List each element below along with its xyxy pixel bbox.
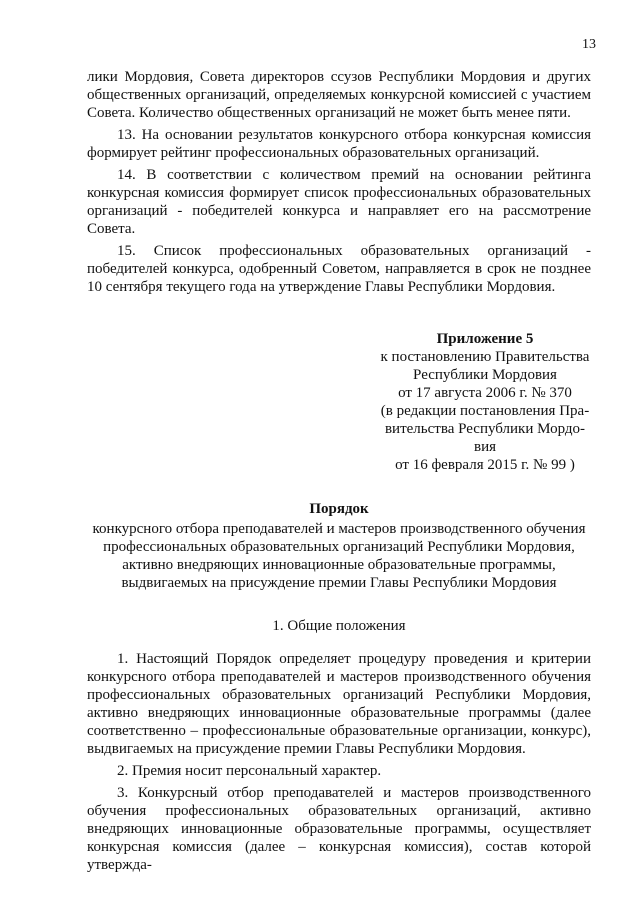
appendix-block — [370, 330, 600, 474]
page-number: 13 — [582, 37, 596, 52]
appendix-line: вия — [473, 439, 496, 455]
appendix-title: Приложение 5 — [436, 331, 534, 347]
appendix-line: к постановлению Правительства — [380, 349, 590, 365]
paragraph-15: 15. Список профессиональных образовательных организаций - победителей конкурса, одобренный Советом, направляется в срок не позднее 10 сентября текущего года на утверждение Главы Республики Мордовия. — [87, 243, 591, 295]
paragraph-continuation: лики Мордовия, Совета директоров ссузов Республики Мордовия и других общественных организаций, определяемых конкурсной комиссией с участием Совета. Количество общественных организаций не может быть менее пяти. — [87, 69, 591, 121]
document-subtitle: конкурсного отбора преподавателей и мастеров производственного обучения профессиональных образовательных организаций Республики Мордовия, активно внедряющих инновационные образовательные программы, выдвигаемых на присуждение премии Главы Республики Мордовия — [92, 521, 586, 591]
paragraph-13: 13. На основании результатов конкурсного отбора конкурсная комиссия формирует рейтинг профессиональных образовательных организаций. — [87, 127, 591, 161]
paragraph-2: 2. Премия носит персональный характер. — [117, 763, 382, 779]
section-heading: 1. Общие положения — [272, 618, 406, 634]
appendix-line: от 17 августа 2006 г. № 370 — [398, 385, 572, 401]
document-title-block — [87, 500, 591, 592]
paragraph-3: 3. Конкурсный отбор преподавателей и мастеров производственного обучения профессиональных образовательных организаций, активно внедряющих инновационные образовательные программы, осуществляет конкурсная комиссия (далее – конкурсная комиссия), состав которой утвержда- — [87, 785, 591, 873]
appendix-line: от 16 февраля 2015 г. № 99 ) — [395, 457, 575, 473]
appendix-line: вительства Республики Мордо- — [384, 421, 586, 437]
paragraph-14: 14. В соответствии с количеством премий на основании рейтинга конкурсная комиссия формирует список профессиональных образовательных организаций - победителей конкурса и направляет его на рассмотрение Совета. — [87, 167, 591, 237]
appendix-line: Республики Мордовия — [413, 367, 557, 383]
paragraph-1: 1. Настоящий Порядок определяет процедуру проведения и критерии конкурсного отбора преподавателей и мастеров производственного обучения профессиональных образовательных организаций Республики Мордовия, активно внедряющих инновационные образовательные программы (далее соответственно – профессиональные образовательные организации, конкурс), выдвигаемых на присуждение премии Главы Республики Мордовия. — [87, 651, 591, 757]
top-paragraphs — [87, 68, 591, 300]
section-paragraphs — [87, 650, 591, 878]
appendix-line: (в редакции постановления Пра- — [380, 403, 590, 419]
document-title: Порядок — [309, 501, 369, 517]
